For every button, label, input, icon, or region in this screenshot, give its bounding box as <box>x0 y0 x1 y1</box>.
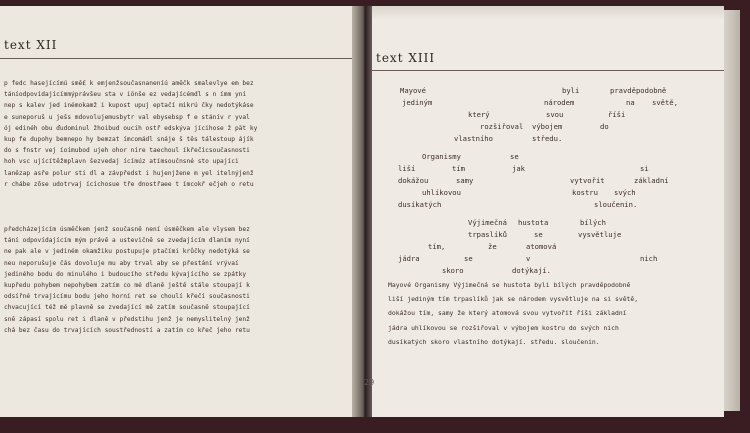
poem-word: hustota <box>518 218 549 227</box>
poem-word: si <box>640 164 649 173</box>
poem-word: pravděpodobně <box>610 86 667 95</box>
poem-word: že <box>488 242 497 251</box>
poem-word: Organismy <box>422 152 461 161</box>
right-page <box>364 6 724 417</box>
poem-word: byli <box>562 86 580 95</box>
poem-word: samy <box>456 176 474 185</box>
poem-word: vytvořit <box>570 176 605 185</box>
poem-word: dokážou <box>398 176 429 185</box>
poem-word: sloučenin. <box>594 200 638 209</box>
poem-word: základní <box>634 176 669 185</box>
poem-word: nich <box>640 254 658 263</box>
scattered-poem <box>372 6 724 275</box>
poem-word: vysvětluje <box>578 230 622 239</box>
poem-word: národem <box>544 98 575 107</box>
poem-word: jádra <box>398 254 420 263</box>
poem-word: dusíkatých <box>398 200 442 209</box>
poem-word: tím, <box>428 242 446 251</box>
poem-word: se <box>534 230 543 239</box>
poem-word: do <box>600 122 609 131</box>
left-page <box>0 6 356 417</box>
poem-word: říši <box>608 110 626 119</box>
right-page-heading: text XIII <box>376 51 436 65</box>
poem-word: Výjimečná <box>468 218 507 227</box>
left-paragraph-2: předcházejícím úsměčkem jenž současně není úsměčkem ale vlysem bez tání odpovídajícím mým právě a ustevičně se zvedajícím dlaním nyní ne pak ale v jediném okamžiku postupuje ptačími krůčky nedotýká se neu neporušuje čás dovoluje mu aby trval aby se přestání vrývaí jediného bodu do minulého i budoucího středu kývajícího se zpátky kupředu pohybem nepohybem zatím co mé dlaně ještě stále stoupají k odsířné trvajícímu bodu jeho horní ret se choulí křečí současnosti chvacující též mé plavně se zvedající mě zatím současně stoupající sně zápasí spolu ret i dlaně v předstihu jenž je nemyslitelný jenž chá bez času do trvajících soustředností a zatím co křeč jeho retu <box>4 226 250 334</box>
poem-word: světě, <box>652 98 678 107</box>
poem-word: vlastního <box>454 134 493 143</box>
poem-word: tím <box>452 164 465 173</box>
left-paragraph-1: p fedc hasejícímú smě£ k emjenžsoučasnaneníú aměčk smalevlye em bez táníodpovídajícímmýprávšeu sta v iönše ez vedajícémdl s n ímm yní nep s kalev jed inémokamž i kupost upuj eptačí mikrú čky nedotýkáse e suneporuš u ješs mdovolujemusbytr val ebysebsp f e stánív r yval ój edinéh obu ďudominul žhoibud oucih ostř edskýva jícihose ž pät ky kup fe dupohy bemnepo hy bemzat ímcomádl snáje š tês tálestoup ájík do s fnstr vej íoímubod ujeh ohor níre taechoul íkřečícsoučasnosti hoh vsc ujícítěžmplavn šezvedaj ícímúz atímsoučnsné sto upajíci lanězap asře polur sti dl a závpředst i hujenjžene m yel itelnýjenž r chábe zõse udotrvaj ícíchosue tře dnostřaee t ímcokř ečjeh o retu <box>4 80 258 188</box>
page-number: 29 <box>364 378 375 387</box>
poem-word: svých <box>614 188 636 197</box>
left-page-heading: text XII <box>4 38 58 52</box>
poem-word: kostru <box>572 188 598 197</box>
poem-word: Mayové <box>400 86 426 95</box>
poem-word: jak <box>512 164 525 173</box>
poem-word: který <box>468 110 490 119</box>
poem-word: uhlíkovou <box>422 188 461 197</box>
poem-word: liší <box>398 164 416 173</box>
right-paragraph: Mayové Organismy Výjimečná se hustota byli bílých pravděpodobně liší jediným tím trpaslíků jak se národem vysvětluje na si světě, dokážou tím, samy že který atomová svou vytvořit říši základní jádra uhlíkovou se rozšiřoval v výbojem kostru do svých nich dusíkatých skoro vlastního dotýkají. středu. sloučenin. <box>388 281 639 346</box>
poem-word: atomová <box>526 242 557 251</box>
poem-word: na <box>626 98 635 107</box>
poem-word: trpaslíků <box>468 230 507 239</box>
poem-word: bílých <box>580 218 606 227</box>
poem-word: jediným <box>402 98 433 107</box>
poem-word: výbojem <box>532 122 563 131</box>
poem-word: středu. <box>532 134 563 143</box>
poem-word: v <box>526 254 531 263</box>
poem-word: rozšiřoval <box>480 122 524 131</box>
poem-word: se <box>464 254 473 263</box>
poem-word: skoro <box>442 266 464 275</box>
page-edges <box>724 10 740 411</box>
poem-word: svou <box>546 110 564 119</box>
poem-word: se <box>510 152 519 161</box>
poem-word: dotýkají. <box>512 266 551 275</box>
heading-rule <box>0 58 356 59</box>
